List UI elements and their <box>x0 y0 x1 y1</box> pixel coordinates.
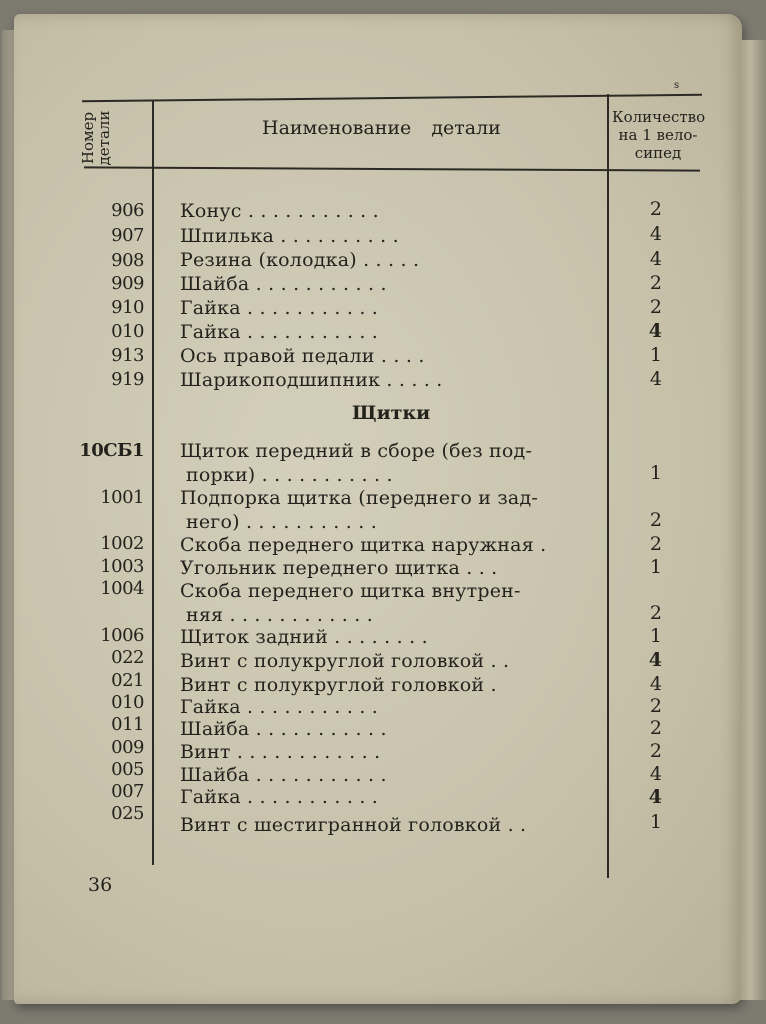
row-name: Гайка . . . . . . . . . . . <box>180 321 379 343</box>
book-page <box>14 14 742 1004</box>
row-name-continuation: няя . . . . . . . . . . . . <box>186 604 373 626</box>
row-number: 906 <box>111 200 144 221</box>
row-qty: 2 <box>649 272 662 294</box>
row-number: 010 <box>111 692 144 713</box>
row-name: Винт с полукруглой головкой . <box>180 674 497 696</box>
row-number: 1002 <box>100 533 144 554</box>
row-number: 1006 <box>100 625 144 646</box>
row-qty: 4 <box>649 248 662 270</box>
row-qty: 4 <box>648 786 662 808</box>
row-number: 1004 <box>100 578 144 599</box>
row-number: 919 <box>111 369 144 390</box>
row-qty: 2 <box>649 740 662 762</box>
row-name: Шпилька . . . . . . . . . . <box>180 225 399 247</box>
row-name: Винт . . . . . . . . . . . . <box>180 741 381 763</box>
row-name: Шарикоподшипник . . . . . <box>180 369 443 391</box>
row-number: 909 <box>111 273 144 294</box>
row-name: Гайка . . . . . . . . . . . <box>180 297 379 319</box>
row-name: Щиток задний . . . . . . . . <box>180 626 428 648</box>
row-qty: 2 <box>649 198 662 220</box>
corner-mark: s <box>674 80 680 91</box>
row-name: Резина (колодка) . . . . . <box>180 249 420 271</box>
row-number: 1001 <box>100 487 144 508</box>
row-number: 007 <box>111 781 144 802</box>
row-name: Конус . . . . . . . . . . . <box>180 200 379 222</box>
row-number: 1003 <box>100 556 144 577</box>
row-name: Ось правой педали . . . . <box>180 345 425 367</box>
row-number: 021 <box>111 670 144 691</box>
row-qty: 4 <box>648 320 662 342</box>
row-qty: 4 <box>649 223 662 245</box>
row-name: Щиток передний в сборе (без под- <box>180 440 533 462</box>
next-page-edge <box>740 40 766 1000</box>
row-qty: 1 <box>649 811 662 833</box>
row-number: 010 <box>111 321 144 342</box>
row-name: Шайба . . . . . . . . . . . <box>180 718 387 740</box>
row-number: 011 <box>111 714 144 735</box>
col-divider-left <box>152 100 154 865</box>
row-name: Винт с шестигранной головкой . . <box>180 814 527 836</box>
row-name-continuation: порки) . . . . . . . . . . . <box>186 464 393 486</box>
row-name: Шайба . . . . . . . . . . . <box>180 764 387 786</box>
row-qty: 2 <box>649 296 662 318</box>
row-number: 913 <box>111 345 144 366</box>
row-qty: 2 <box>649 509 662 531</box>
row-number: 910 <box>111 297 144 318</box>
page-number: 36 <box>88 874 113 896</box>
col-divider-right <box>607 94 609 878</box>
row-qty: 2 <box>649 602 662 624</box>
row-qty: 1 <box>649 344 662 366</box>
row-name: Скоба переднего щитка внутрен- <box>180 580 521 602</box>
header-qty-label: Количество на 1 вело- сипед <box>612 108 706 162</box>
row-name: Подпорка щитка (переднего и зад- <box>180 487 538 509</box>
header-name-label: Наименование детали <box>262 117 501 139</box>
row-number: 907 <box>111 225 144 246</box>
row-number: 908 <box>111 250 144 271</box>
row-qty: 1 <box>649 462 662 484</box>
row-qty: 4 <box>649 763 662 785</box>
row-number: 009 <box>111 737 144 758</box>
row-name: Угольник переднего щитка . . . <box>180 557 498 579</box>
row-name: Гайка . . . . . . . . . . . <box>180 786 379 808</box>
row-name: Скоба переднего щитка наружная . <box>180 534 547 556</box>
row-qty: 2 <box>649 717 662 739</box>
header-number-label: Номер детали <box>79 110 113 166</box>
row-qty: 1 <box>649 625 662 647</box>
row-name: Шайба . . . . . . . . . . . <box>180 273 387 295</box>
row-qty: 4 <box>648 649 662 671</box>
row-number: 10СБ1 <box>79 440 144 461</box>
row-qty: 2 <box>649 533 662 555</box>
row-number: 025 <box>111 803 144 824</box>
row-name: Винт с полукруглой головкой . . <box>180 650 510 672</box>
row-number: 022 <box>111 647 144 668</box>
row-qty: 2 <box>649 695 662 717</box>
row-name: Гайка . . . . . . . . . . . <box>180 696 379 718</box>
row-number: 005 <box>111 759 144 780</box>
section-title: Щитки <box>352 402 431 424</box>
row-qty: 4 <box>649 368 662 390</box>
row-qty: 4 <box>649 673 662 695</box>
row-qty: 1 <box>649 556 662 578</box>
row-name-continuation: него) . . . . . . . . . . . <box>186 511 377 533</box>
